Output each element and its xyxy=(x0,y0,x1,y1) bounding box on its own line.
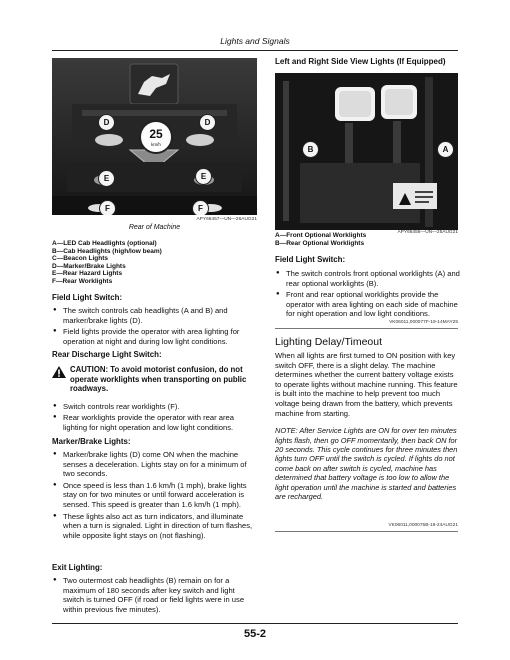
field-light-right-code: VK06011,000077F-19-14MAY25 xyxy=(389,320,458,325)
lighting-delay-title: Lighting Delay/Timeout xyxy=(275,336,382,348)
left-photo-caption: Rear of Machine xyxy=(128,224,181,231)
lighting-delay-body: When all lights are first turned to ON position with key switch OFF, there is a slight delay. The machine determines whether the current battery voltage exists to operate lights without machine running. This feature is built into the machine to help prevent too much voltage being drawn from the battery, which prevents machine from starting. xyxy=(275,351,458,418)
legend-item: F—Rear Worklights xyxy=(52,277,113,285)
right-photo-code: APY66456—UN—25AUG21 xyxy=(397,230,458,235)
callout-d-right: D xyxy=(199,114,216,131)
lighting-delay-code: VK06011,000075B-19-24AUG21 xyxy=(388,523,458,528)
speed-sign xyxy=(139,120,173,154)
callout-f-left: F xyxy=(99,200,116,215)
list-item: ● Two outermost cab headlights (B) remain on for a maximum of 180 seconds after key switch and light switch is turned OFF (if road or field lights were in use within previous five minutes). xyxy=(52,576,257,614)
callout-f-right: F xyxy=(192,200,209,215)
field-light-right-heading: Field Light Switch: xyxy=(275,255,346,264)
field-light-right-section xyxy=(275,255,460,321)
header-divider xyxy=(52,50,458,51)
callout-a: A xyxy=(437,141,454,158)
speed-sign-value: 25 xyxy=(149,127,163,141)
callout-e-left: E xyxy=(98,170,115,187)
warning-triangle-icon xyxy=(52,366,66,378)
page-number: 55-2 xyxy=(243,628,267,640)
list-item: ● Rear worklights provide the operator with rear area lighting for night operation and low light conditions. xyxy=(52,413,257,432)
left-photo-code: APY66457—UN—26AUG21 xyxy=(196,217,257,222)
lighting-delay-section xyxy=(275,336,460,501)
caution-text: CAUTION: To avoid motorist confusion, do not operate worklights when transporting on public roadways. xyxy=(70,365,247,394)
callout-b: B xyxy=(302,141,319,158)
list-item: ● Marker/brake lights (D) come ON when the machine senses a deceleration. Lights stay on for a minimum of two seconds. xyxy=(52,450,257,479)
list-item: ● The switch controls cab headlights (A and B) and marker/brake lights (D). xyxy=(52,306,257,325)
left-legend xyxy=(52,240,257,286)
legend-item: D—Marker/Brake Lights xyxy=(52,262,126,270)
side-worklights-photo xyxy=(275,73,458,230)
rear-discharge-heading: Rear Discharge Light Switch: xyxy=(52,350,162,359)
legend-item: E—Rear Hazard Lights xyxy=(52,270,123,278)
page-header: Lights and Signals xyxy=(220,36,290,46)
right-legend xyxy=(275,232,455,247)
list-item: ● These lights also act as turn indicators, and illuminate when a turn is signaled. Light in direction of turn flashes, while opposite light stays on (not flashing). xyxy=(52,512,257,541)
rear-discharge-section xyxy=(52,350,257,435)
list-item: ● Switch controls rear worklights (F). xyxy=(52,402,257,412)
field-light-left-heading: Field Light Switch: xyxy=(52,293,123,302)
legend-item: A—LED Cab Headlights (optional) xyxy=(52,240,157,247)
footer-divider xyxy=(52,623,458,624)
section-divider xyxy=(275,328,458,329)
legend-item: B—Cab Headlights (high/low beam) xyxy=(52,247,162,255)
marker-brake-section xyxy=(52,437,257,542)
callout-e-right: E xyxy=(195,168,212,185)
legend-item: B—Rear Optional Worklights xyxy=(275,239,365,247)
legend-item: A—Front Optional Worklights xyxy=(275,232,367,239)
speed-sign-unit: km/h xyxy=(151,142,161,147)
section-divider xyxy=(275,531,458,532)
list-item: ● The switch controls front optional worklights (A) and rear optional worklights (B). xyxy=(275,269,460,288)
list-item: ● Front and rear optional worklights provide the operator with area lighting on each side of machine for night operation and low light conditions. xyxy=(275,290,460,319)
list-item: ● Once speed is less than 1.6 km/h (1 mph), brake lights stay on for two minutes or until forward acceleration is sensed. This speed is greater than 1.6 km/h (1 mph). xyxy=(52,481,257,510)
legend-item: C—Beacon Lights xyxy=(52,255,108,263)
list-item: ● Field lights provide the operator with area lighting for operation at night and during low light conditions. xyxy=(52,327,257,346)
lighting-delay-note: NOTE: After Service Lights are ON for over ten minutes lights flash, then go OFF momentarily, then back ON for 20 seconds. This cycle continues for three minutes then lights turn OFF until the switch is cycled. If lights do not come back on after switch is cycled, machine has determined that battery voltage is too low to allow the light operation until the machine is started and batteries are recharged. xyxy=(275,426,458,501)
field-light-left-section xyxy=(52,293,257,348)
right-photo-heading: Left and Right Side View Lights (If Equipped) xyxy=(275,57,446,66)
marker-brake-heading: Marker/Brake Lights: xyxy=(52,437,131,446)
exit-lighting-heading: Exit Lighting: xyxy=(52,563,103,572)
rear-machine-photo xyxy=(52,58,257,215)
caution-block xyxy=(52,365,257,394)
callout-d-left: D xyxy=(98,114,115,131)
exit-lighting-section xyxy=(52,563,257,616)
